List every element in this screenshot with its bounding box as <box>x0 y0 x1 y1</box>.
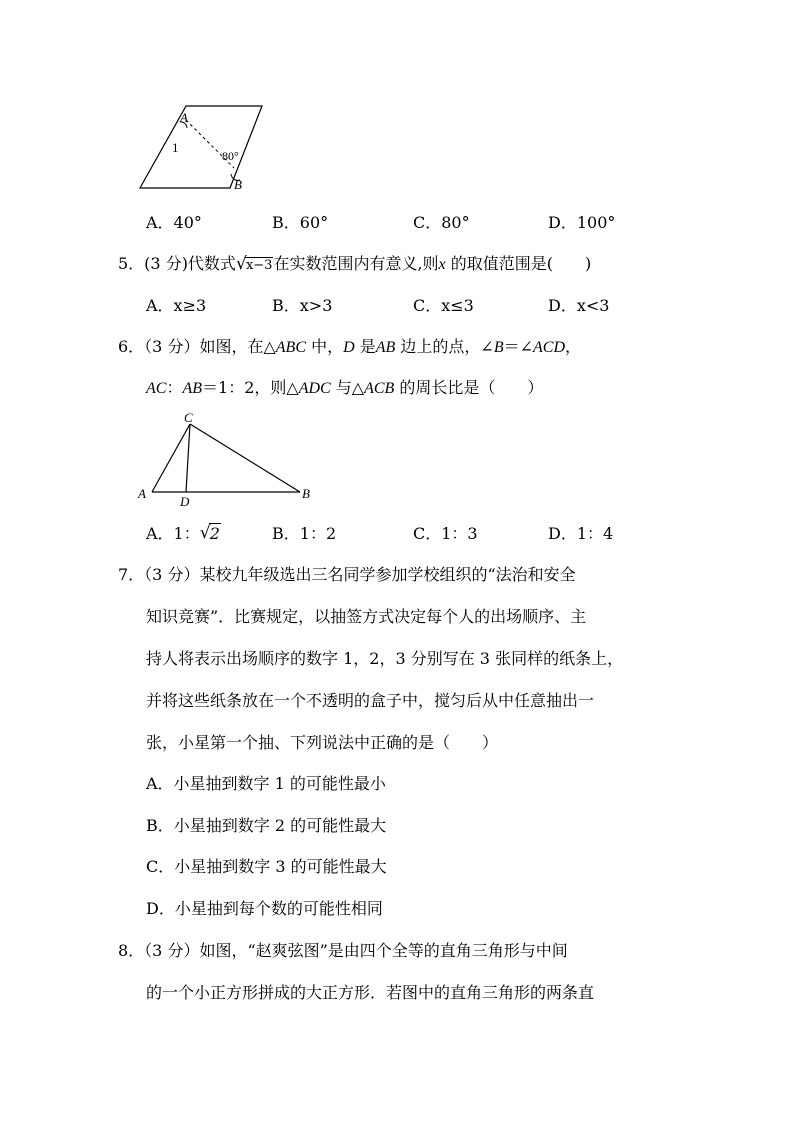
side-AC <box>152 424 190 492</box>
segment-CD <box>186 424 190 492</box>
sqrt-2: √ 2 <box>199 523 220 543</box>
q7-option-b[interactable]: B．小星抽到数字 2 的可能性最大 <box>146 816 387 835</box>
q6-option-d[interactable]: D．1：4 <box>548 524 614 543</box>
q7-stem-line-5: 张，小星第一个抽、下列说法中正确的是（ ） <box>146 733 499 752</box>
q7-option-d[interactable]: D．小星抽到每个数的可能性相同 <box>146 899 383 918</box>
q6-stem-line-1: 6．（3 分）如图，在△ABC 中，D 是AB 边上的点，∠B＝∠ACD， <box>118 337 582 356</box>
label-angle-80: 80° <box>222 149 239 163</box>
q7-option-c[interactable]: C．小星抽到数字 3 的可能性最大 <box>146 857 387 876</box>
sqrt-expression: √ x−3 <box>235 254 273 274</box>
q4-option-c[interactable]: C．80° <box>413 213 470 232</box>
q7-stem-line-3: 持人将表示出场顺序的数字 1，2，3 分别写在 3 张同样的纸条上， <box>146 649 624 668</box>
q6-option-b[interactable]: B．1：2 <box>272 524 337 543</box>
label-C: C <box>184 410 193 425</box>
q7-stem-line-2: 知识竞赛”．比赛规定，以抽签方式决定每个人的出场顺序、主 <box>146 607 587 626</box>
q6-option-c[interactable]: C．1：3 <box>413 524 478 543</box>
q8-stem-line-2: 的一个小正方形拼成的大正方形．若图中的直角三角形的两条直 <box>146 983 595 1002</box>
q5-option-c[interactable]: C．x≤3 <box>413 296 474 315</box>
q5-stem: 5．(3 分)代数式 √ x−3在实数范围内有意义,则x 的取值范围是( ) <box>118 254 592 274</box>
label-A: A <box>138 486 146 501</box>
q7-stem-line-4: 并将这些纸条放在一个不透明的盒子中，搅匀后从中任意抽出一 <box>146 691 595 710</box>
q5-option-b[interactable]: B．x>3 <box>272 296 333 315</box>
q5-option-a[interactable]: A．x≥3 <box>146 296 207 315</box>
q6-option-a[interactable]: A．1： √ 2 <box>146 523 220 543</box>
label-A: A <box>180 110 188 125</box>
q4-option-d[interactable]: D．100° <box>548 213 616 232</box>
q8-stem-line-1: 8．（3 分）如图，“赵爽弦图”是由四个全等的直角三角形与中间 <box>118 941 568 960</box>
label-angle-1: 1 <box>172 140 179 155</box>
q7-option-a[interactable]: A．小星抽到数字 1 的可能性最小 <box>146 774 386 793</box>
label-B: B <box>234 177 242 192</box>
q6-triangle-figure <box>134 410 319 510</box>
label-D: D <box>180 494 190 509</box>
q6-stem-line-2: AC：AB＝1：2，则△ADC 与△ACB 的周长比是（ ） <box>146 378 544 397</box>
q4-parallelogram-figure <box>130 100 270 195</box>
q4-option-b[interactable]: B．60° <box>272 213 329 232</box>
label-B: B <box>302 486 310 501</box>
side-CB <box>190 424 300 492</box>
parallelogram-shape <box>140 106 262 188</box>
q4-option-a[interactable]: A．40° <box>146 213 202 232</box>
q5-option-d[interactable]: D．x<3 <box>548 296 610 315</box>
q7-stem-line-1: 7．（3 分）某校九年级选出三名同学参加学校组织的“法治和安全 <box>118 565 576 584</box>
